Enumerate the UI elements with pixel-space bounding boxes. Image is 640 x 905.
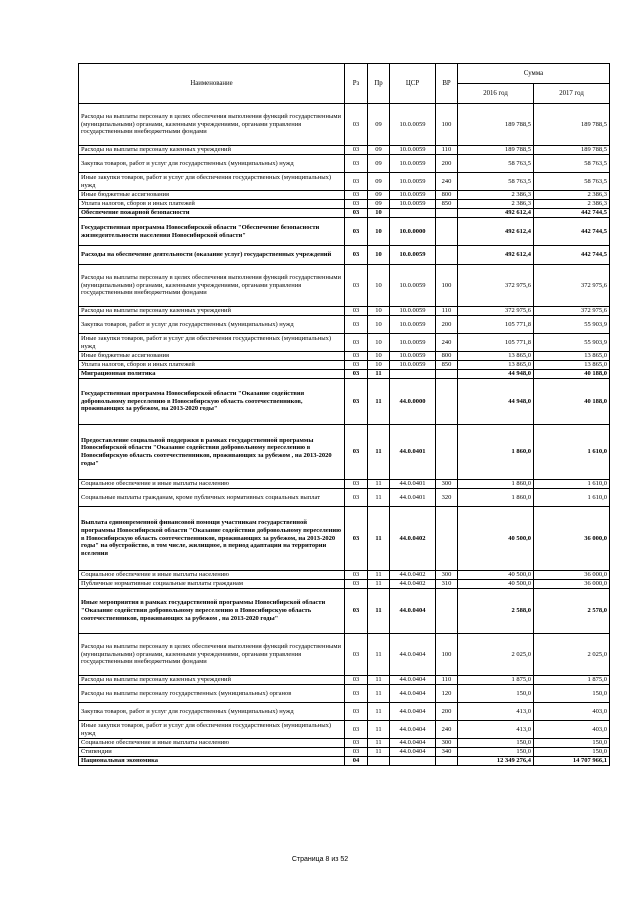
row-sum-2017-cell: 150,0 [534, 685, 610, 703]
table-row [79, 200, 610, 209]
row-rz-cell: 03 [345, 580, 368, 589]
table-row [79, 739, 610, 748]
row-name-cell: Закупка товаров, работ и услуг для государственных (муниципальных) нужд [79, 316, 345, 334]
row-rz-cell: 03 [345, 370, 368, 379]
row-rz-cell: 03 [345, 489, 368, 507]
table-row [79, 146, 610, 155]
row-vr-cell: 800 [436, 352, 458, 361]
row-name-cell: Иные мероприятия в рамках государственной программы Новосибирской области "Оказание содействия добровольному переселению в Новосибирскую область соотечественников, проживающих за рубежом , на 2013-2020 годы" [79, 589, 345, 634]
row-sum-2016-cell: 150,0 [458, 739, 534, 748]
row-sum-2016-cell: 58 763,5 [458, 155, 534, 173]
table-row [79, 209, 610, 218]
row-vr-cell: 120 [436, 685, 458, 703]
table-row [79, 191, 610, 200]
row-pr-cell: 11 [368, 571, 390, 580]
row-sum-2016-cell: 13 865,0 [458, 352, 534, 361]
row-rz-cell: 03 [345, 352, 368, 361]
row-csr-cell: 10.0.0059 [390, 173, 436, 191]
row-vr-cell [436, 507, 458, 571]
row-name-cell: Закупка товаров, работ и услуг для государственных (муниципальных) нужд [79, 703, 345, 721]
table-row [79, 676, 610, 685]
row-pr-cell [368, 757, 390, 766]
row-csr-cell: 44.0.0404 [390, 748, 436, 757]
row-sum-2016-cell: 150,0 [458, 685, 534, 703]
row-vr-cell [436, 209, 458, 218]
row-rz-cell: 03 [345, 104, 368, 146]
row-name-cell: Социальное обеспечение и иные выплаты населению [79, 571, 345, 580]
row-rz-cell: 03 [345, 571, 368, 580]
row-rz-cell: 03 [345, 589, 368, 634]
row-csr-cell: 44.0.0401 [390, 489, 436, 507]
row-sum-2017-cell: 2 578,0 [534, 589, 610, 634]
row-sum-2016-cell: 492 612,4 [458, 209, 534, 218]
row-vr-cell [436, 425, 458, 480]
row-vr-cell: 320 [436, 489, 458, 507]
row-sum-2016-cell: 372 975,6 [458, 307, 534, 316]
budget-table [78, 63, 610, 766]
row-sum-2016-cell: 40 500,0 [458, 580, 534, 589]
row-vr-cell: 850 [436, 200, 458, 209]
table-row [79, 489, 610, 507]
row-csr-cell: 44.0.0404 [390, 589, 436, 634]
row-rz-cell: 04 [345, 757, 368, 766]
row-csr-cell: 44.0.0000 [390, 379, 436, 425]
row-vr-cell [436, 246, 458, 265]
row-csr-cell: 44.0.0404 [390, 685, 436, 703]
row-sum-2017-cell: 55 903,9 [534, 316, 610, 334]
row-rz-cell: 03 [345, 703, 368, 721]
row-sum-2016-cell: 40 500,0 [458, 571, 534, 580]
row-sum-2016-cell: 105 771,8 [458, 334, 534, 352]
table-row [79, 173, 610, 191]
table-row [79, 218, 610, 246]
row-vr-cell: 340 [436, 748, 458, 757]
row-sum-2017-cell: 2 386,3 [534, 191, 610, 200]
row-sum-2017-cell: 2 386,3 [534, 200, 610, 209]
row-sum-2016-cell: 189 788,5 [458, 104, 534, 146]
row-pr-cell: 11 [368, 425, 390, 480]
row-vr-cell [436, 379, 458, 425]
table-row [79, 265, 610, 307]
row-csr-cell: 44.0.0404 [390, 634, 436, 676]
row-sum-2017-cell: 442 744,5 [534, 209, 610, 218]
row-csr-cell: 10.0.0059 [390, 307, 436, 316]
header-year-2017: 2017 год [534, 84, 610, 104]
row-pr-cell: 10 [368, 218, 390, 246]
row-pr-cell: 09 [368, 191, 390, 200]
row-name-cell: Расходы на выплаты персоналу в целях обеспечения выполнения функций государственными (муниципальными) органами, казенными учреждениями, органами управления государственными внебюджетными фондами [79, 634, 345, 676]
row-sum-2017-cell: 442 744,5 [534, 218, 610, 246]
row-rz-cell: 03 [345, 209, 368, 218]
row-vr-cell: 240 [436, 173, 458, 191]
table-row [79, 155, 610, 173]
row-sum-2016-cell: 1 860,0 [458, 480, 534, 489]
row-rz-cell: 03 [345, 425, 368, 480]
row-sum-2016-cell: 44 948,0 [458, 379, 534, 425]
row-name-cell: Расходы на выплаты персоналу казенных учреждений [79, 307, 345, 316]
row-sum-2017-cell: 442 744,5 [534, 246, 610, 265]
row-vr-cell: 240 [436, 721, 458, 739]
row-vr-cell: 300 [436, 571, 458, 580]
row-sum-2017-cell: 58 763,5 [534, 173, 610, 191]
table-row [79, 370, 610, 379]
row-rz-cell: 03 [345, 191, 368, 200]
header-sum: Сумма [458, 64, 610, 84]
row-sum-2017-cell: 372 975,6 [534, 307, 610, 316]
row-csr-cell: 10.0.0059 [390, 155, 436, 173]
row-vr-cell: 200 [436, 703, 458, 721]
row-pr-cell: 11 [368, 507, 390, 571]
row-name-cell: Выплата единовременной финансовой помощи участникам государственной программы Новосибирской области "Оказание содействия добровольному переселению в Новосибирскую область соотечественников, проживающих за рубежом, на 2013-2020 годы" на обустройство, в том числе, жилищное, в период адаптации на территории вселения [79, 507, 345, 571]
row-name-cell: Иные бюджетные ассигнования [79, 191, 345, 200]
row-csr-cell: 10.0.0059 [390, 316, 436, 334]
row-name-cell: Государственная программа Новосибирской области "Оказание содействия добровольному переселению в Новосибирскую область соотечественников, проживающих за рубежом, на 2013-2020 годы" [79, 379, 345, 425]
row-vr-cell: 100 [436, 634, 458, 676]
row-vr-cell: 310 [436, 580, 458, 589]
row-sum-2017-cell: 189 788,5 [534, 104, 610, 146]
table-row [79, 307, 610, 316]
row-pr-cell: 10 [368, 334, 390, 352]
row-sum-2017-cell: 150,0 [534, 748, 610, 757]
header-vr: ВР [436, 64, 458, 104]
header-year-2016: 2016 год [458, 84, 534, 104]
row-csr-cell: 44.0.0402 [390, 580, 436, 589]
row-vr-cell [436, 370, 458, 379]
row-sum-2017-cell: 1 610,0 [534, 425, 610, 480]
row-sum-2016-cell: 58 763,5 [458, 173, 534, 191]
table-row [79, 703, 610, 721]
row-rz-cell: 03 [345, 748, 368, 757]
row-name-cell: Расходы на выплаты персоналу в целях обеспечения выполнения функций государственными (муниципальными) органами, казенными учреждениями, органами управления государственными внебюджетными фондами [79, 265, 345, 307]
table-row [79, 507, 610, 571]
row-name-cell: Социальное обеспечение и иные выплаты населению [79, 480, 345, 489]
row-csr-cell: 10.0.0059 [390, 191, 436, 200]
row-rz-cell: 03 [345, 307, 368, 316]
row-name-cell: Обеспечение пожарной безопасности [79, 209, 345, 218]
table-row [79, 748, 610, 757]
row-rz-cell: 03 [345, 685, 368, 703]
row-vr-cell: 240 [436, 334, 458, 352]
row-name-cell: Иные закупки товаров, работ и услуг для обеспечения государственных (муниципальных) нужд [79, 173, 345, 191]
row-name-cell: Социальное обеспечение и иные выплаты населению [79, 739, 345, 748]
row-sum-2017-cell: 1 610,0 [534, 489, 610, 507]
row-name-cell: Расходы на выплаты персоналу казенных учреждений [79, 146, 345, 155]
row-sum-2017-cell: 58 763,5 [534, 155, 610, 173]
row-name-cell: Национальная экономика [79, 757, 345, 766]
row-pr-cell: 11 [368, 370, 390, 379]
row-sum-2017-cell: 2 025,0 [534, 634, 610, 676]
table-row [79, 685, 610, 703]
table-row [79, 480, 610, 489]
row-name-cell: Миграционная политика [79, 370, 345, 379]
row-csr-cell: 44.0.0404 [390, 721, 436, 739]
row-rz-cell: 03 [345, 146, 368, 155]
row-csr-cell: 10.0.0059 [390, 246, 436, 265]
row-sum-2017-cell: 1 610,0 [534, 480, 610, 489]
table-body [79, 104, 610, 766]
row-vr-cell: 800 [436, 191, 458, 200]
row-name-cell: Уплата налогов, сборов и иных платежей [79, 200, 345, 209]
table-row [79, 589, 610, 634]
row-rz-cell: 03 [345, 200, 368, 209]
table-row [79, 379, 610, 425]
row-name-cell: Расходы на выплаты персоналу в целях обеспечения выполнения функций государственными (муниципальными) органами, казенными учреждениями, органами управления государственными внебюджетными фондами [79, 104, 345, 146]
row-sum-2017-cell: 150,0 [534, 739, 610, 748]
row-rz-cell: 03 [345, 246, 368, 265]
header-csr: ЦСР [390, 64, 436, 104]
header-rz: Рз [345, 64, 368, 104]
row-pr-cell: 10 [368, 265, 390, 307]
row-csr-cell [390, 370, 436, 379]
row-rz-cell: 03 [345, 634, 368, 676]
header-pr: Пр [368, 64, 390, 104]
row-csr-cell: 10.0.0059 [390, 146, 436, 155]
row-sum-2016-cell: 40 500,0 [458, 507, 534, 571]
row-sum-2016-cell: 2 025,0 [458, 634, 534, 676]
row-sum-2017-cell: 403,0 [534, 721, 610, 739]
row-sum-2016-cell: 413,0 [458, 703, 534, 721]
row-rz-cell: 03 [345, 739, 368, 748]
row-vr-cell: 110 [436, 676, 458, 685]
row-csr-cell [390, 757, 436, 766]
row-pr-cell: 09 [368, 146, 390, 155]
row-rz-cell: 03 [345, 507, 368, 571]
row-name-cell: Уплата налогов, сборов и иных платежей [79, 361, 345, 370]
row-pr-cell: 11 [368, 580, 390, 589]
row-sum-2016-cell: 105 771,8 [458, 316, 534, 334]
row-sum-2016-cell: 1 875,0 [458, 676, 534, 685]
row-pr-cell: 11 [368, 739, 390, 748]
row-sum-2016-cell: 150,0 [458, 748, 534, 757]
row-pr-cell: 10 [368, 316, 390, 334]
row-pr-cell: 11 [368, 703, 390, 721]
row-vr-cell: 850 [436, 361, 458, 370]
table-row [79, 757, 610, 766]
header-name: Наименование [79, 64, 345, 104]
row-vr-cell: 200 [436, 316, 458, 334]
row-csr-cell: 44.0.0402 [390, 507, 436, 571]
row-pr-cell: 10 [368, 209, 390, 218]
page-number: Страница 8 из 52 [291, 856, 349, 863]
row-vr-cell [436, 757, 458, 766]
table-row [79, 721, 610, 739]
table-row [79, 352, 610, 361]
row-sum-2017-cell: 40 188,0 [534, 370, 610, 379]
row-csr-cell: 44.0.0404 [390, 703, 436, 721]
row-sum-2016-cell: 413,0 [458, 721, 534, 739]
row-vr-cell: 300 [436, 480, 458, 489]
row-pr-cell: 11 [368, 589, 390, 634]
row-sum-2016-cell: 492 612,4 [458, 246, 534, 265]
table-row [79, 361, 610, 370]
row-sum-2016-cell: 13 865,0 [458, 361, 534, 370]
table-row [79, 571, 610, 580]
row-name-cell: Расходы на обеспечение деятельности (оказание услуг) государственных учреждений [79, 246, 345, 265]
row-vr-cell [436, 218, 458, 246]
row-name-cell: Социальные выплаты гражданам, кроме публичных нормативных социальных выплат [79, 489, 345, 507]
row-sum-2017-cell: 36 000,0 [534, 580, 610, 589]
row-pr-cell: 10 [368, 361, 390, 370]
row-sum-2016-cell: 2 588,0 [458, 589, 534, 634]
row-pr-cell: 11 [368, 721, 390, 739]
row-pr-cell: 10 [368, 246, 390, 265]
table-row [79, 246, 610, 265]
row-sum-2017-cell: 55 903,9 [534, 334, 610, 352]
row-pr-cell: 09 [368, 155, 390, 173]
row-pr-cell: 11 [368, 489, 390, 507]
row-sum-2016-cell: 1 860,0 [458, 425, 534, 480]
row-pr-cell: 11 [368, 379, 390, 425]
row-rz-cell: 03 [345, 316, 368, 334]
row-vr-cell: 100 [436, 265, 458, 307]
row-sum-2017-cell: 1 875,0 [534, 676, 610, 685]
row-vr-cell [436, 589, 458, 634]
row-pr-cell: 09 [368, 104, 390, 146]
row-csr-cell: 10.0.0059 [390, 265, 436, 307]
row-sum-2016-cell: 1 860,0 [458, 489, 534, 507]
row-pr-cell: 11 [368, 634, 390, 676]
row-vr-cell: 100 [436, 104, 458, 146]
row-rz-cell: 03 [345, 361, 368, 370]
row-csr-cell: 10.0.0059 [390, 104, 436, 146]
table-row [79, 316, 610, 334]
row-name-cell: Закупка товаров, работ и услуг для государственных (муниципальных) нужд [79, 155, 345, 173]
row-csr-cell: 10.0.0059 [390, 352, 436, 361]
row-name-cell: Иные закупки товаров, работ и услуг для обеспечения государственных (муниципальных) нужд [79, 721, 345, 739]
row-rz-cell: 03 [345, 379, 368, 425]
row-name-cell: Иные бюджетные ассигнования [79, 352, 345, 361]
row-csr-cell: 44.0.0402 [390, 571, 436, 580]
table-row [79, 580, 610, 589]
row-pr-cell: 11 [368, 676, 390, 685]
row-name-cell: Иные закупки товаров, работ и услуг для обеспечения государственных (муниципальных) нужд [79, 334, 345, 352]
row-sum-2016-cell: 44 948,0 [458, 370, 534, 379]
row-sum-2017-cell: 14 707 966,1 [534, 757, 610, 766]
row-sum-2017-cell: 40 188,0 [534, 379, 610, 425]
row-csr-cell: 10.0.0059 [390, 361, 436, 370]
row-rz-cell: 03 [345, 676, 368, 685]
row-rz-cell: 03 [345, 480, 368, 489]
row-sum-2017-cell: 403,0 [534, 703, 610, 721]
row-rz-cell: 03 [345, 218, 368, 246]
row-pr-cell: 09 [368, 200, 390, 209]
row-name-cell: Расходы на выплаты персоналу государственных (муниципальных) органов [79, 685, 345, 703]
row-name-cell: Расходы на выплаты персоналу казенных учреждений [79, 676, 345, 685]
row-csr-cell: 44.0.0404 [390, 676, 436, 685]
row-pr-cell: 11 [368, 685, 390, 703]
row-name-cell: Государственная программа Новосибирской области "Обеспечение безопасности жизнедеятельности населения Новосибирской области" [79, 218, 345, 246]
row-vr-cell: 200 [436, 155, 458, 173]
table-header [79, 64, 610, 104]
row-sum-2017-cell: 372 975,6 [534, 265, 610, 307]
row-vr-cell: 300 [436, 739, 458, 748]
row-rz-cell: 03 [345, 721, 368, 739]
row-pr-cell: 10 [368, 307, 390, 316]
row-vr-cell: 110 [436, 307, 458, 316]
row-csr-cell: 10.0.0059 [390, 200, 436, 209]
row-sum-2017-cell: 36 000,0 [534, 507, 610, 571]
row-sum-2016-cell: 2 386,3 [458, 191, 534, 200]
row-sum-2017-cell: 36 000,0 [534, 571, 610, 580]
row-sum-2017-cell: 189 788,5 [534, 146, 610, 155]
row-csr-cell [390, 209, 436, 218]
table-row [79, 425, 610, 480]
row-name-cell: Стипендии [79, 748, 345, 757]
table-row [79, 104, 610, 146]
row-pr-cell: 11 [368, 480, 390, 489]
row-rz-cell: 03 [345, 155, 368, 173]
row-sum-2016-cell: 12 349 276,4 [458, 757, 534, 766]
row-name-cell: Публичные нормативные социальные выплаты гражданам [79, 580, 345, 589]
row-sum-2017-cell: 13 865,0 [534, 361, 610, 370]
row-pr-cell: 11 [368, 748, 390, 757]
row-sum-2016-cell: 2 386,3 [458, 200, 534, 209]
row-sum-2016-cell: 492 612,4 [458, 218, 534, 246]
row-name-cell: Предоставление социальной поддержки в рамках государственной программы Новосибирской области "Оказание содействия добровольному переселению в Новосибирскую область соотечественников, проживающих за рубежом , на 2013-2020 годы" [79, 425, 345, 480]
row-sum-2016-cell: 189 788,5 [458, 146, 534, 155]
table-row [79, 634, 610, 676]
row-csr-cell: 44.0.0401 [390, 425, 436, 480]
row-rz-cell: 03 [345, 173, 368, 191]
row-csr-cell: 44.0.0401 [390, 480, 436, 489]
row-rz-cell: 03 [345, 334, 368, 352]
row-sum-2017-cell: 13 865,0 [534, 352, 610, 361]
row-csr-cell: 10.0.0000 [390, 218, 436, 246]
row-pr-cell: 10 [368, 352, 390, 361]
row-pr-cell: 09 [368, 173, 390, 191]
table-row [79, 334, 610, 352]
row-rz-cell: 03 [345, 265, 368, 307]
row-csr-cell: 10.0.0059 [390, 334, 436, 352]
row-sum-2016-cell: 372 975,6 [458, 265, 534, 307]
row-vr-cell: 110 [436, 146, 458, 155]
row-csr-cell: 44.0.0404 [390, 739, 436, 748]
